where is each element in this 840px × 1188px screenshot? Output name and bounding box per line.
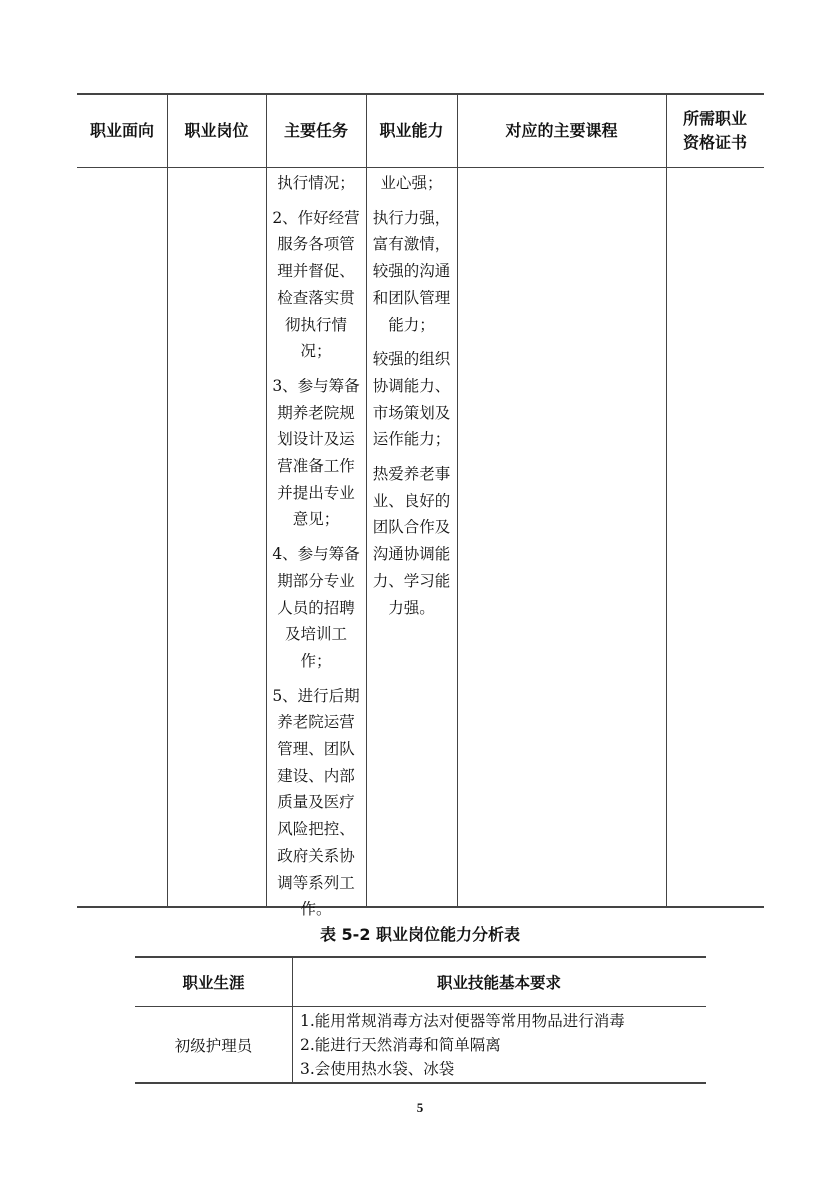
table2-header-skills: 职业技能基本要求	[436, 974, 561, 992]
header-abilities: 职业能力	[379, 121, 444, 140]
requirement-item: 2.能进行天然消毒和简单隔离	[300, 1036, 501, 1054]
table2-career-cell: 初级护理员	[174, 1037, 253, 1055]
ability-item: 执行力强，富有激情，较强的沟通和团队管理能力；	[372, 208, 451, 334]
table2-title: 表 5-2 职业岗位能力分析表	[319, 925, 521, 944]
task-item: 3、参与筹备期养老院规划设计及运营准备工作并提出专业意见；	[272, 376, 360, 529]
task-item: 2、作好经营服务各项管理并督促、检查落实贯彻执行情况；	[272, 208, 360, 361]
table2-header-career: 职业生涯	[182, 974, 245, 992]
header-courses: 对应的主要课程	[505, 121, 618, 140]
requirement-item: 3.会使用热水袋、冰袋	[300, 1060, 455, 1078]
header-main-tasks: 主要任务	[283, 121, 348, 140]
table1-col-divider	[366, 94, 367, 907]
page-number: 5	[416, 1100, 424, 1115]
requirement-item: 1.能用常规消毒方法对便器等常用物品进行消毒	[300, 1012, 625, 1030]
table2-bottom-border	[135, 1082, 706, 1084]
main-tasks-cell	[270, 170, 362, 931]
table1-bottom-border	[77, 906, 764, 908]
abilities-cell	[370, 170, 453, 629]
ability-item: 热爱养老事业、良好的团队合作及沟通协调能力、学习能力强。	[372, 465, 451, 617]
table1-col-divider	[266, 94, 267, 907]
header-career-direction: 职业面向	[89, 121, 154, 140]
table1-header-bottom-border	[77, 167, 764, 168]
table2-requirements-cell	[300, 1009, 700, 1081]
header-certificates: 所需职业资格证书	[682, 109, 747, 152]
task-item: 4、参与筹备期部分专业人员的招聘及培训工作；	[272, 545, 360, 670]
table2-top-border	[135, 956, 706, 958]
task-item: 执行情况；	[277, 174, 355, 192]
table1-col-divider	[457, 94, 458, 907]
header-job-position: 职业岗位	[184, 121, 249, 140]
table1-col-divider	[666, 94, 667, 907]
task-item: 5、进行后期养老院运营管理、团队建设、内部质量及医疗风险把控、政府关系协调等系列工作。	[272, 686, 360, 919]
ability-item: 业心强；	[380, 174, 443, 192]
ability-item: 较强的组织协调能力、市场策划及运作能力；	[372, 350, 451, 449]
table1-col-divider	[167, 94, 168, 907]
table2-header-bottom-border	[135, 1006, 706, 1007]
